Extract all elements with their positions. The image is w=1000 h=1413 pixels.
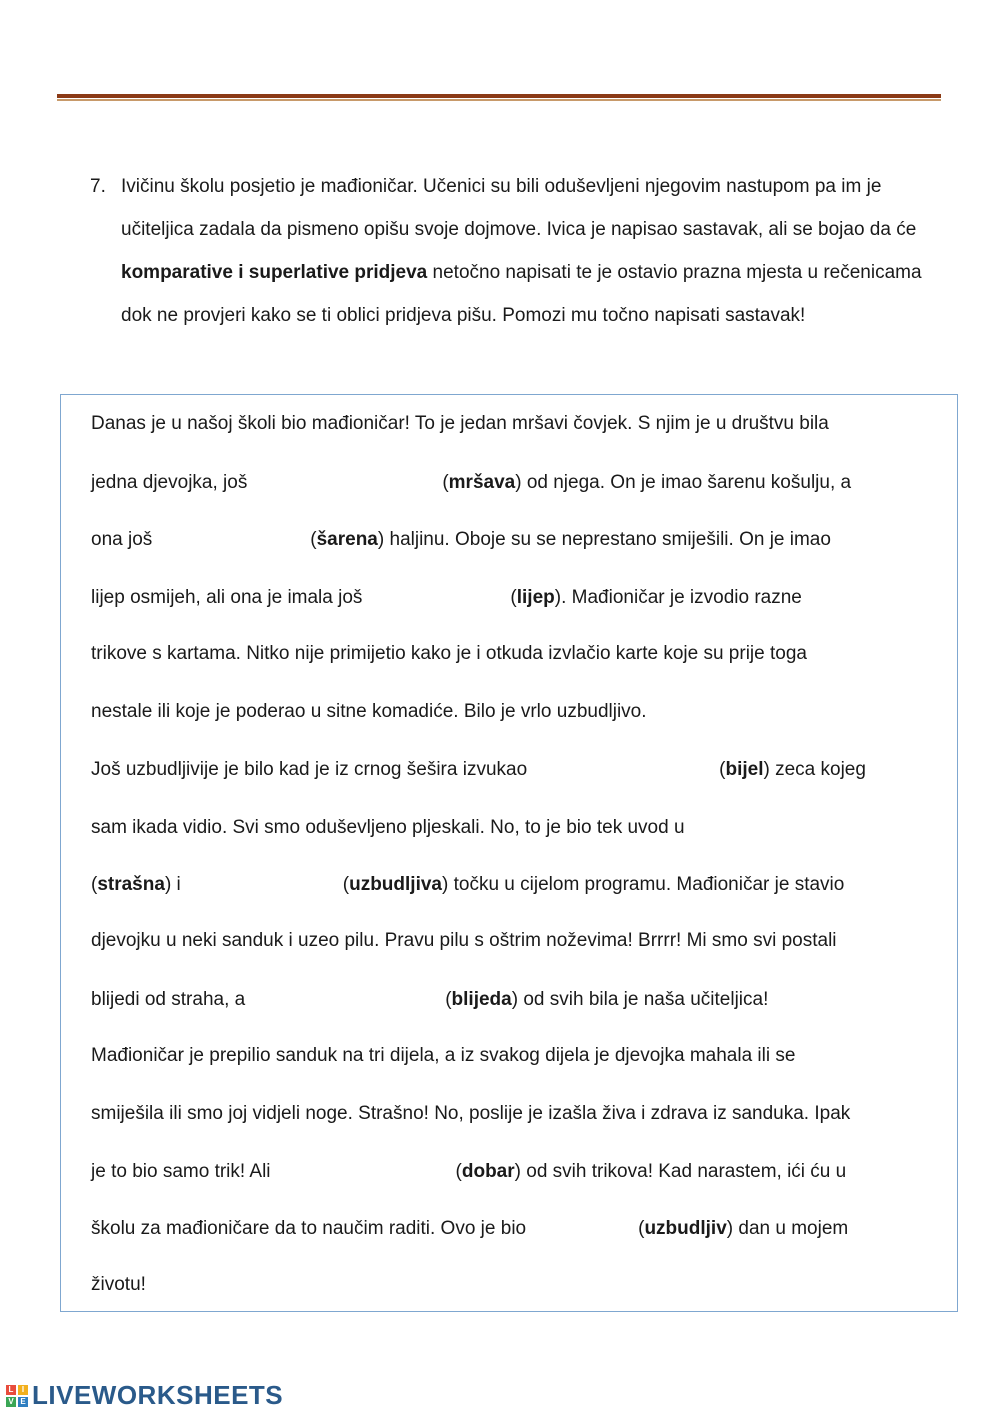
story-line: lijep osmijeh, ali ona je imala još (lijep). Mađioničar je izvodio razne: [91, 587, 802, 608]
story-line: jedna djevojka, još (mršava) od njega. On je imao šarenu košulju, a: [91, 472, 852, 493]
story-line: (strašna) i (uzbudljiva) točku u cijelom programu. Mađioničar je stavio: [91, 874, 845, 895]
story-text: ona još: [91, 529, 153, 550]
hint-word: bijel: [725, 759, 764, 780]
story-line: [91, 1274, 146, 1296]
logo-letter: V: [6, 1397, 16, 1407]
story-text: lijep osmijeh, ali ona je imala još: [91, 587, 363, 608]
hint-word: mršava: [448, 472, 516, 493]
logo-letter: E: [18, 1397, 28, 1407]
task-number: 7.: [90, 176, 106, 197]
logo-letter: I: [18, 1385, 28, 1395]
header-rule-thin: [57, 99, 941, 101]
story-text: blijedi od straha, a: [91, 989, 246, 1010]
story-text: sam ikada vidio. Svi smo oduševljeno pljeskali. No, to je bio tek uvod u: [91, 817, 685, 838]
story-text: je to bio samo trik! Ali: [91, 1161, 271, 1182]
task-text: [121, 165, 950, 337]
story-text: . Mađioničar je izvodio razne: [561, 587, 802, 608]
story-line: ona još (šarena) haljinu. Oboje su se neprestano smiješili. On je imao: [91, 529, 831, 550]
task-instructions: [90, 165, 950, 337]
story-text: trikove s kartama. Nitko nije primijetio kako je i otkuda izvlačio karte koje su prije toga: [91, 643, 807, 664]
story-text: školu za mađioničare da to naučim raditi. Ovo je bio: [91, 1218, 527, 1239]
story-text: i: [171, 874, 181, 895]
story-text: zeca kojeg: [769, 759, 866, 780]
answer-input[interactable]: [526, 1217, 638, 1241]
story-text: od njega. On je imao šarenu košulju, a: [521, 472, 852, 493]
story-text: Mađioničar je prepilio sanduk na tri dijela, a iz svakog dijela je djevojka mahala ili se: [91, 1045, 796, 1066]
story-text: od svih trikova! Kad narastem, ići ću u: [520, 1161, 847, 1182]
story-line: [91, 816, 855, 840]
answer-input[interactable]: [181, 873, 343, 897]
story-line: je to bio samo trik! Ali (dobar) od svih trikova! Kad narastem, ići ću u: [91, 1161, 847, 1182]
story-text: životu!: [91, 1274, 146, 1295]
hint-word: uzbudljiv: [644, 1218, 727, 1239]
logo-letter: L: [6, 1385, 16, 1395]
answer-input[interactable]: [245, 988, 445, 1012]
story-line: školu za mađioničare da to naučim raditi. Ovo je bio (uzbudljiv) dan u mojem: [91, 1218, 849, 1239]
logo-mark-icon: [6, 1385, 28, 1407]
task-bold: komparative i superlative pridjeva: [121, 262, 428, 283]
story-line: [91, 1045, 795, 1067]
answer-input[interactable]: [152, 528, 310, 552]
task-outro: netočno napisati te je ostavio prazna mjesta u rečenicama dok ne provjeri kako se ti oblici pridjeva pišu. Pomozi mu točno napisati sastavak!: [121, 262, 922, 326]
story-line: [91, 1103, 850, 1125]
story-line: [91, 643, 807, 665]
story-line: Još uzbudljivije je bilo kad je iz crnog šešira izvukao (bijel) zeca kojeg: [91, 759, 866, 780]
story-text: djevojku u neki sanduk i uzeo pilu. Pravu pilu s oštrim noževima! Brrrr! Mi smo svi postali: [91, 930, 837, 951]
answer-input[interactable]: [271, 1160, 456, 1184]
story-line: blijedi od straha, a (blijeda) od svih bila je naša učiteljica!: [91, 989, 769, 1010]
story-text: Još uzbudljivije je bilo kad je iz crnog šešira izvukao: [91, 759, 528, 780]
story-line: [91, 930, 837, 952]
hint-word: uzbudljiva: [349, 874, 442, 895]
story-line: [91, 413, 829, 435]
logo-text: LIVEWORKSHEETS: [32, 1380, 284, 1410]
liveworksheets-logo: [6, 1380, 283, 1411]
header-rule: [57, 94, 941, 98]
story-text: točku u cijelom programu. Mađioničar je stavio: [448, 874, 845, 895]
answer-input[interactable]: [247, 471, 442, 495]
story-text: haljinu. Oboje su se neprestano smiješili. On je imao: [384, 529, 831, 550]
hint-word: strašna: [97, 874, 165, 895]
story-text: nestale ili koje je poderao u sitne komadiće. Bilo je vrlo uzbudljivo.: [91, 701, 647, 722]
hint-word: šarena: [316, 529, 378, 550]
hint-word: dobar: [461, 1161, 515, 1182]
hint-word: lijep: [516, 587, 555, 608]
answer-input[interactable]: [527, 758, 719, 782]
answer-input[interactable]: [685, 816, 855, 840]
story-text: Danas je u našoj školi bio mađioničar! To je jedan mršavi čovjek. S njim je u društvu bila: [91, 413, 829, 434]
story-text: dan u mojem: [733, 1218, 849, 1239]
story-line: [91, 701, 647, 723]
story-text: smiješila ili smo joj vidjeli noge. Strašno! No, poslije je izašla živa i zdrava iz sanduka. Ipak: [91, 1103, 851, 1124]
story-text: jedna djevojka, još: [91, 472, 248, 493]
hint-word: blijeda: [451, 989, 512, 1010]
answer-input[interactable]: [362, 586, 510, 610]
story-text: od svih bila je naša učiteljica!: [518, 989, 769, 1010]
task-intro: Ivičinu školu posjetio je mađioničar. Učenici su bili oduševljeni njegovim nastupom pa im je učiteljica zadala da pismeno opišu svoje dojmove. Ivica je napisao sastavak, ali se bojao da će: [121, 176, 917, 240]
